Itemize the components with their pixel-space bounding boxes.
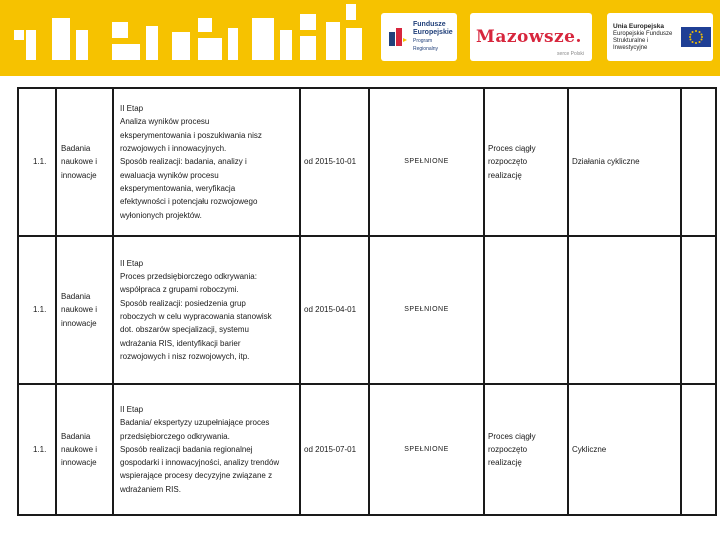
decor-block xyxy=(112,22,128,38)
category-line: Badania xyxy=(61,144,91,154)
decor-block xyxy=(346,4,356,20)
decor-block xyxy=(146,26,158,60)
status-text: SPEŁNIONE xyxy=(404,158,449,166)
cell-number xyxy=(18,88,56,236)
description-line: II Etap xyxy=(120,404,144,414)
cycle-text: Działania cykliczne xyxy=(572,157,640,167)
ue-line3: Strukturalne i Inwestycyjne xyxy=(613,37,649,51)
progress-line: rozpoczęto xyxy=(488,157,528,167)
cell-date xyxy=(300,236,369,384)
category-line: naukowe i xyxy=(61,444,98,454)
cell-cycle xyxy=(568,236,681,384)
description-line: eksperymentowania i poszukiwania nisz xyxy=(120,130,262,140)
category-line: innowacje xyxy=(61,458,97,468)
ue-title: Unia Europejska xyxy=(613,22,664,30)
ue-line2: Europejskie Fundusze xyxy=(613,30,673,37)
cell-date xyxy=(300,384,369,515)
description-line: II Etap xyxy=(120,104,144,114)
row-number: 1.1. xyxy=(33,305,47,315)
description-line: efektywności i potencjału rozwojowego xyxy=(120,197,258,207)
description-line: rozwojowych i nisz rozwojowych, itp. xyxy=(120,351,250,361)
cell-status xyxy=(369,384,484,515)
description-line: Analiza wyników procesu xyxy=(120,117,210,127)
decor-block xyxy=(112,44,140,60)
decor-block xyxy=(198,38,222,60)
description-line: wyłonionych projektów. xyxy=(120,210,202,220)
table-row xyxy=(18,236,716,384)
decor-block xyxy=(346,28,362,60)
decor-block xyxy=(172,32,190,60)
cell-progress xyxy=(484,384,568,515)
category-line: naukowe i xyxy=(61,157,98,167)
progress-line: realizację xyxy=(488,458,522,468)
cell-category xyxy=(56,236,113,384)
cell-status xyxy=(369,236,484,384)
description-line: wdrażaniem RIS. xyxy=(120,484,181,494)
category-line: Badania xyxy=(61,292,91,302)
cell-description xyxy=(113,236,300,384)
mazowsze-tagline: serce Polski xyxy=(557,51,584,57)
cell-description xyxy=(113,384,300,515)
cell-cycle xyxy=(568,88,681,236)
progress-line: rozpoczęto xyxy=(488,444,528,454)
decor-block xyxy=(52,18,70,60)
decor-block xyxy=(300,36,316,60)
start-date: od 2015-07-01 xyxy=(304,444,357,454)
status-text: SPEŁNIONE xyxy=(404,445,449,453)
table-row xyxy=(18,88,716,236)
cell-date xyxy=(300,88,369,236)
data-table xyxy=(17,87,717,516)
unia-europejska-logo xyxy=(607,13,713,61)
description-line: II Etap xyxy=(120,258,144,268)
cell-empty xyxy=(681,88,716,236)
cell-category xyxy=(56,88,113,236)
category-line: innowacje xyxy=(61,170,97,180)
category-line: innowacje xyxy=(61,318,97,328)
fe-title-line2: Europejskie xyxy=(413,29,453,36)
progress-line: Proces ciągły xyxy=(488,144,536,154)
mazowsze-logo xyxy=(470,13,592,61)
row-number: 1.1. xyxy=(33,157,47,167)
fe-emblem-icon xyxy=(387,26,409,48)
description-line: gospodarki i innowacyjności, analizy trendów xyxy=(120,458,280,468)
cell-progress xyxy=(484,236,568,384)
description-line: Proces przedsiębiorczego odkrywania: xyxy=(120,272,257,282)
description-line: wdrażania RIS, identyfikacji barier xyxy=(120,338,241,348)
cell-progress xyxy=(484,88,568,236)
row-number: 1.1. xyxy=(33,444,47,454)
decor-block xyxy=(228,28,238,60)
cell-description xyxy=(113,88,300,236)
fundusze-europejskie-logo xyxy=(381,13,457,61)
cell-number xyxy=(18,384,56,515)
cell-empty xyxy=(681,236,716,384)
cell-number xyxy=(18,236,56,384)
eu-flag-icon xyxy=(681,27,711,47)
mazowsze-wordmark: Mazowsze. xyxy=(476,27,582,47)
decor-block xyxy=(198,18,212,32)
decor-block xyxy=(326,22,340,60)
category-line: naukowe i xyxy=(61,305,98,315)
decor-block xyxy=(280,30,292,60)
description-line: Sposób realizacji: badania, analizy i xyxy=(120,157,247,167)
description-line: eksperymentowania, weryfikacja xyxy=(120,183,236,193)
description-line: Sposób realizacji badania regionalnej xyxy=(120,444,253,454)
fe-subtitle: Program Regionalny xyxy=(413,38,439,52)
decor-block xyxy=(76,30,88,60)
description-line: ewaluacja wyników procesu xyxy=(120,170,219,180)
decor-block xyxy=(252,18,274,60)
cell-empty xyxy=(681,384,716,515)
start-date: od 2015-10-01 xyxy=(304,157,357,167)
table-row xyxy=(18,384,716,515)
description-line: wspierające procesy decyzyjne związane z xyxy=(120,471,273,481)
description-line: współpraca z grupami roboczymi. xyxy=(120,285,239,295)
description-line: dot. obszarów specjalizacji, systemu xyxy=(120,325,249,335)
category-line: Badania xyxy=(61,431,91,441)
status-text: SPEŁNIONE xyxy=(404,306,449,314)
description-line: przedsiębiorczego odkrywania. xyxy=(120,431,230,441)
progress-line: Proces ciągły xyxy=(488,431,536,441)
fe-title-line1: Fundusze xyxy=(413,21,446,28)
cell-category xyxy=(56,384,113,515)
cycle-text: Cykliczne xyxy=(572,444,607,454)
cell-status xyxy=(369,88,484,236)
decor-block xyxy=(14,30,24,40)
description-line: rozwojowych i innowacyjnych. xyxy=(120,144,227,154)
decor-block xyxy=(26,30,36,60)
decor-block xyxy=(300,14,316,30)
progress-line: realizację xyxy=(488,170,522,180)
start-date: od 2015-04-01 xyxy=(304,305,357,315)
header-banner xyxy=(0,0,720,76)
description-line: roboczych w celu wypracowania stanowisk xyxy=(120,312,272,321)
description-line: Badania/ ekspertyzy uzupełniające proces xyxy=(120,418,270,428)
cell-cycle xyxy=(568,384,681,515)
description-line: Sposób realizacji: posiedzenia grup xyxy=(120,298,246,308)
